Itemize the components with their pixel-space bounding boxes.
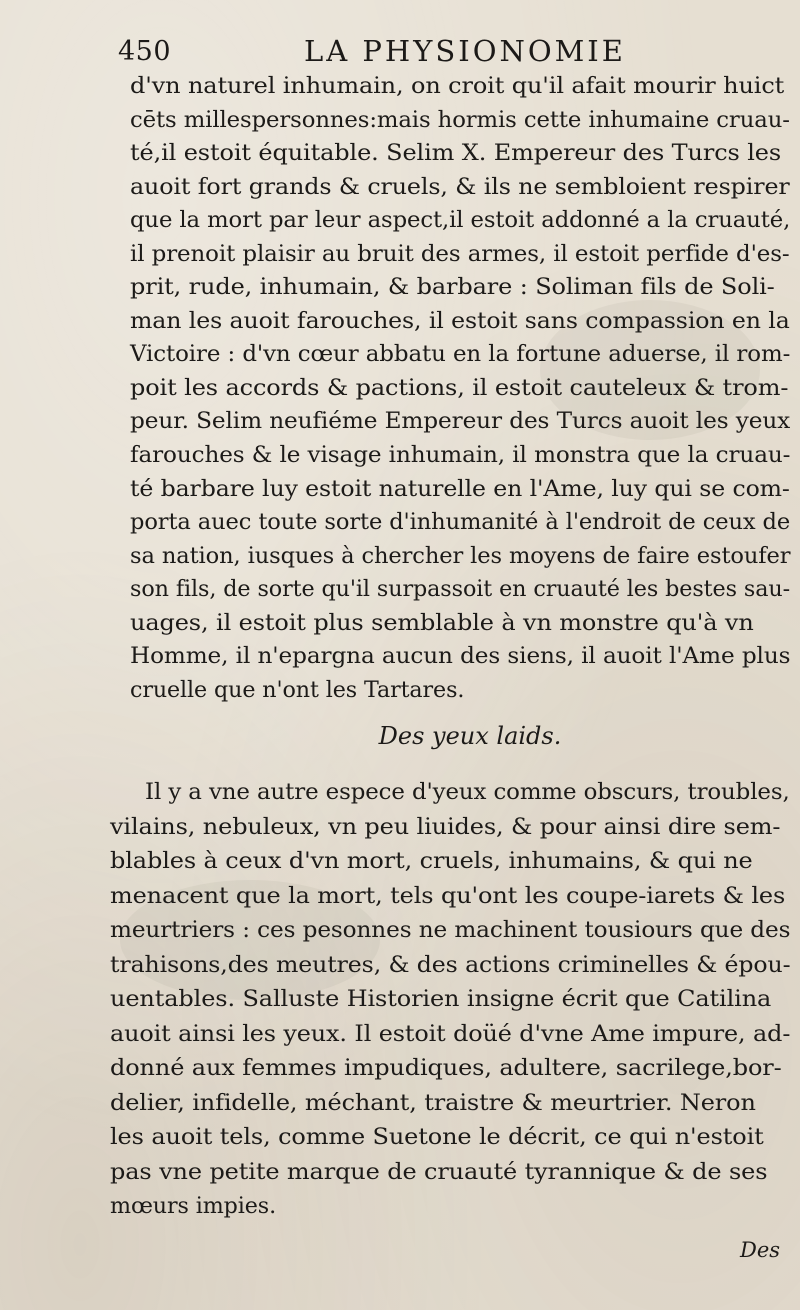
text-line: uages, il estoit plus semblable à vn monstre qu'à vn [130,609,754,636]
text-line: il prenoit plaisir au bruit des armes, il estoit perfide d'es- [130,240,790,267]
text-line: prit, rude, inhumain, & barbare : Soliman fils de Soli- [130,274,775,301]
text-line: té,il estoit équitable. Selim X. Empereur des Turcs les [130,140,782,167]
text-line: peur. Selim neufiéme Empereur des Turcs auoit les yeux [130,408,791,435]
text-line: delier, infidelle, méchant, traistre & meurtrier. Neron [110,1089,756,1116]
paragraph-1 [130,70,790,707]
text-line: auoit fort grands & cruels, & ils ne sembloient respirer [130,173,790,200]
paragraph-2 [110,775,790,1224]
text-line: trahisons,des meutres, & des actions criminelles & épou- [110,951,791,978]
text-line: cruelle que n'ont les Tartares. [130,676,465,703]
section-heading-text: Des yeux laids. [378,722,562,750]
text-line: d'vn naturel inhumain, on croit qu'il afait mourir huict [130,73,785,99]
text-line: sa nation, iusques à chercher les moyens de faire estoufer [130,542,791,569]
text-line: uentables. Salluste Historien insigne écrit que Catilina [110,986,772,1012]
text-line: vilains, nebuleux, vn peu liuides, & pour ainsi dire sem- [110,813,781,840]
text-line: menacent que la mort, tels qu'ont les coupe-iarets & les [110,882,786,909]
text-line: farouches & le visage inhumain, il monstra que la cruau- [130,442,791,469]
text-line: que la mort par leur aspect,il estoit addonné a la cruauté, [130,207,791,234]
text-line: blables à ceux d'vn mort, cruels, inhumains, & qui ne [110,848,753,874]
text-line: son fils, de sorte qu'il surpassoit en cruauté les bestes sau- [130,576,791,603]
section-heading [0,722,800,750]
text-line: Il y a vne autre espece d'yeux comme obscurs, troubles, [145,779,790,805]
text-line: les auoit tels, comme Suetone le décrit, ce qui n'estoit [110,1124,764,1150]
text-line: Victoire : d'vn cœur abbatu en la fortune aduerse, il rom- [130,341,791,368]
text-line: auoit ainsi les yeux. Il estoit doüé d'vne Ame impure, ad- [110,1020,791,1047]
text-line: Homme, il n'epargna aucun des siens, il auoit l'Ame plus [130,643,791,670]
text-line: meurtriers : ces pesonnes ne machinent tousiours que des [110,917,791,943]
text-line: man les auoit farouches, il estoit sans compassion en la [130,307,790,334]
text-line: porta auec toute sorte d'inhumanité à l'endroit de ceux de [130,509,791,536]
text-line: donné aux femmes impudiques, adultere, sacrilege,bor- [110,1055,782,1081]
page-header [118,30,738,70]
text-line: pas vne petite marque de cruauté tyrannique & de ses [110,1158,768,1185]
page-number: 450 [118,36,172,67]
catchword: Des [740,1238,781,1262]
text-line: cēts millespersonnes:mais hormis cette inhumaine cruau- [130,106,790,133]
text-line: poit les accords & pactions, il estoit cauteleux & trom- [130,374,789,401]
text-line: té barbare luy estoit naturelle en l'Ame, luy qui se com- [130,475,790,502]
running-title: LA PHYSIONOMIE [304,34,626,68]
text-line: mœurs impies. [110,1193,277,1219]
